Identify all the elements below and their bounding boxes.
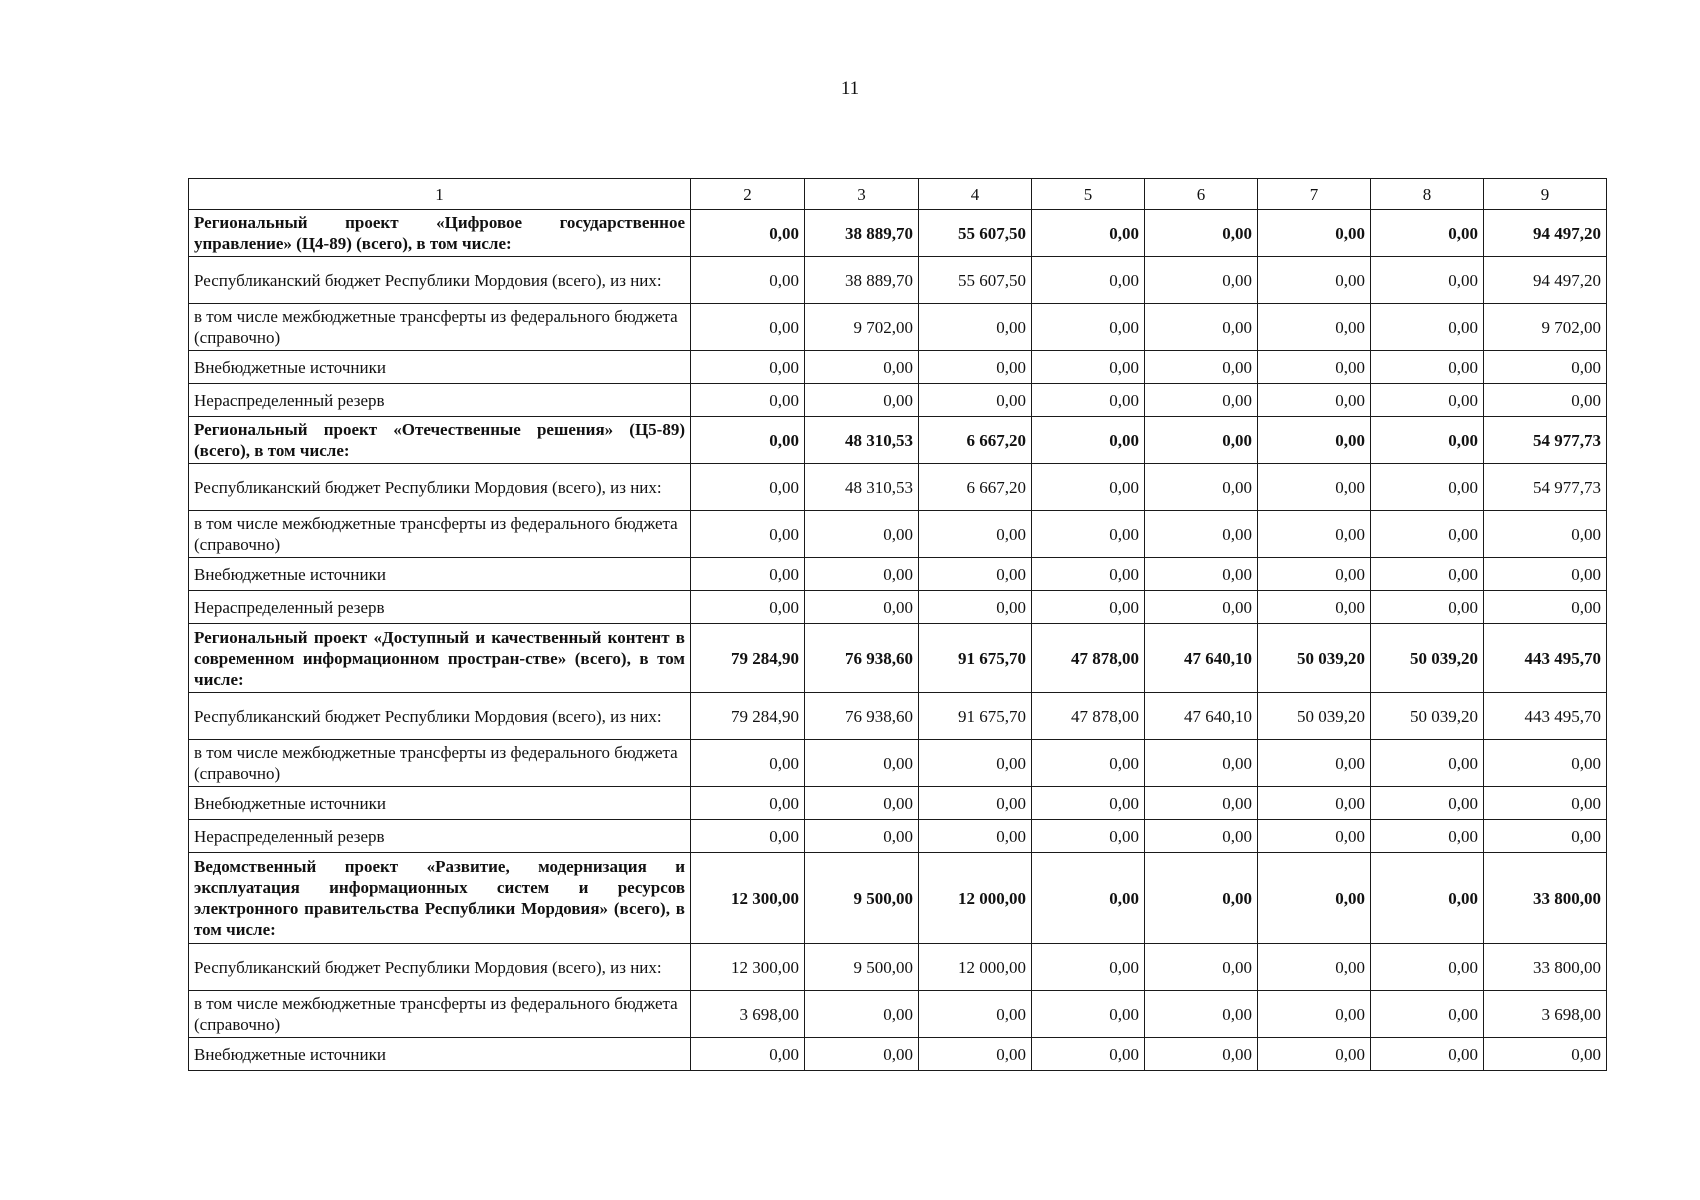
column-header: 7 (1258, 179, 1371, 210)
row-label: Региональный проект «Отечественные решения» (Ц5-89) (всего), в том числе: (189, 417, 691, 464)
row-label: Внебюджетные источники (189, 351, 691, 384)
table-row (189, 351, 1607, 384)
table-row (189, 991, 1607, 1038)
row-label: в том числе межбюджетные трансферты из федерального бюджета (справочно) (189, 304, 691, 351)
value-cell: 12 000,00 (919, 944, 1032, 991)
value-cell: 12 000,00 (919, 853, 1032, 944)
value-cell: 55 607,50 (919, 210, 1032, 257)
table-row (189, 693, 1607, 740)
value-cell: 50 039,20 (1258, 693, 1371, 740)
value-cell: 0,00 (691, 740, 805, 787)
value-cell: 0,00 (1371, 740, 1484, 787)
value-cell: 0,00 (691, 511, 805, 558)
column-header: 1 (189, 179, 691, 210)
value-cell: 0,00 (1145, 740, 1258, 787)
value-cell: 0,00 (1032, 787, 1145, 820)
value-cell: 0,00 (1371, 511, 1484, 558)
value-cell: 0,00 (1032, 1038, 1145, 1071)
column-header: 8 (1371, 179, 1484, 210)
value-cell: 0,00 (1258, 558, 1371, 591)
value-cell: 0,00 (1371, 820, 1484, 853)
value-cell: 0,00 (919, 351, 1032, 384)
value-cell: 0,00 (805, 558, 919, 591)
value-cell: 50 039,20 (1371, 693, 1484, 740)
value-cell: 0,00 (805, 351, 919, 384)
value-cell: 0,00 (919, 740, 1032, 787)
row-label: Республиканский бюджет Республики Мордовия (всего), из них: (189, 464, 691, 511)
value-cell: 0,00 (1145, 384, 1258, 417)
value-cell: 0,00 (1371, 944, 1484, 991)
value-cell: 50 039,20 (1258, 624, 1371, 693)
value-cell: 0,00 (1145, 787, 1258, 820)
value-cell: 0,00 (919, 558, 1032, 591)
value-cell: 47 878,00 (1032, 693, 1145, 740)
value-cell: 0,00 (1032, 511, 1145, 558)
value-cell: 0,00 (1145, 417, 1258, 464)
value-cell: 0,00 (1258, 820, 1371, 853)
row-label: в том числе межбюджетные трансферты из федерального бюджета (справочно) (189, 991, 691, 1038)
value-cell: 0,00 (1032, 351, 1145, 384)
value-cell: 0,00 (1484, 384, 1607, 417)
value-cell: 94 497,20 (1484, 210, 1607, 257)
value-cell: 0,00 (805, 820, 919, 853)
page-number: 11 (840, 78, 860, 99)
value-cell: 0,00 (1145, 558, 1258, 591)
table-row-project-total (189, 624, 1607, 693)
value-cell: 3 698,00 (1484, 991, 1607, 1038)
value-cell: 0,00 (1258, 787, 1371, 820)
value-cell: 0,00 (1145, 591, 1258, 624)
value-cell: 0,00 (691, 210, 805, 257)
value-cell: 0,00 (1032, 257, 1145, 304)
value-cell: 0,00 (805, 511, 919, 558)
value-cell: 47 640,10 (1145, 693, 1258, 740)
row-label: в том числе межбюджетные трансферты из федерального бюджета (справочно) (189, 740, 691, 787)
table-row (189, 304, 1607, 351)
value-cell: 0,00 (805, 740, 919, 787)
value-cell: 9 702,00 (805, 304, 919, 351)
value-cell: 0,00 (1371, 591, 1484, 624)
value-cell: 0,00 (1032, 991, 1145, 1038)
value-cell: 0,00 (1032, 853, 1145, 944)
value-cell: 0,00 (1145, 991, 1258, 1038)
value-cell: 0,00 (1032, 210, 1145, 257)
value-cell: 0,00 (919, 820, 1032, 853)
value-cell: 0,00 (691, 558, 805, 591)
value-cell: 0,00 (1145, 511, 1258, 558)
value-cell: 0,00 (1145, 304, 1258, 351)
value-cell: 0,00 (1258, 417, 1371, 464)
value-cell: 33 800,00 (1484, 853, 1607, 944)
value-cell: 38 889,70 (805, 210, 919, 257)
header-row (189, 179, 1607, 210)
row-label: Внебюджетные источники (189, 1038, 691, 1071)
value-cell: 0,00 (1258, 1038, 1371, 1071)
value-cell: 0,00 (1258, 853, 1371, 944)
row-label: Внебюджетные источники (189, 558, 691, 591)
value-cell: 0,00 (919, 384, 1032, 417)
value-cell: 0,00 (1371, 351, 1484, 384)
value-cell: 48 310,53 (805, 417, 919, 464)
value-cell: 0,00 (1145, 351, 1258, 384)
value-cell: 0,00 (919, 787, 1032, 820)
row-label: Внебюджетные источники (189, 787, 691, 820)
value-cell: 0,00 (1032, 820, 1145, 853)
value-cell: 0,00 (1032, 591, 1145, 624)
value-cell: 0,00 (805, 384, 919, 417)
value-cell: 0,00 (805, 1038, 919, 1071)
value-cell: 0,00 (1484, 787, 1607, 820)
value-cell: 0,00 (691, 351, 805, 384)
table-body (189, 179, 1607, 1071)
value-cell: 0,00 (1371, 991, 1484, 1038)
column-header: 6 (1145, 179, 1258, 210)
row-label: Республиканский бюджет Республики Мордовия (всего), из них: (189, 257, 691, 304)
value-cell: 0,00 (1258, 210, 1371, 257)
value-cell: 9 702,00 (1484, 304, 1607, 351)
value-cell: 76 938,60 (805, 624, 919, 693)
value-cell: 0,00 (1371, 558, 1484, 591)
value-cell: 0,00 (919, 591, 1032, 624)
table-row (189, 944, 1607, 991)
value-cell: 0,00 (1258, 464, 1371, 511)
value-cell: 0,00 (1484, 1038, 1607, 1071)
table-row (189, 558, 1607, 591)
value-cell: 0,00 (691, 417, 805, 464)
value-cell: 12 300,00 (691, 944, 805, 991)
value-cell: 33 800,00 (1484, 944, 1607, 991)
value-cell: 0,00 (1145, 1038, 1258, 1071)
table-row (189, 591, 1607, 624)
row-label: Региональный проект «Доступный и качественный контент в современном информационном простран-стве» (всего), в том числе: (189, 624, 691, 693)
table-row (189, 740, 1607, 787)
table-row (189, 384, 1607, 417)
value-cell: 0,00 (691, 1038, 805, 1071)
value-cell: 0,00 (1258, 384, 1371, 417)
value-cell: 0,00 (1258, 740, 1371, 787)
column-header: 3 (805, 179, 919, 210)
row-label: Республиканский бюджет Республики Мордовия (всего), из них: (189, 693, 691, 740)
table-row (189, 257, 1607, 304)
value-cell: 0,00 (1032, 558, 1145, 591)
value-cell: 94 497,20 (1484, 257, 1607, 304)
column-header: 5 (1032, 179, 1145, 210)
table-row (189, 511, 1607, 558)
value-cell: 0,00 (1371, 257, 1484, 304)
value-cell: 0,00 (1258, 591, 1371, 624)
value-cell: 443 495,70 (1484, 693, 1607, 740)
row-label: Нераспределенный резерв (189, 384, 691, 417)
value-cell: 47 640,10 (1145, 624, 1258, 693)
value-cell: 0,00 (1032, 417, 1145, 464)
table-row-project-total (189, 417, 1607, 464)
row-label: в том числе межбюджетные трансферты из федерального бюджета (справочно) (189, 511, 691, 558)
value-cell: 0,00 (1032, 304, 1145, 351)
value-cell: 0,00 (1258, 991, 1371, 1038)
value-cell: 54 977,73 (1484, 464, 1607, 511)
value-cell: 0,00 (691, 257, 805, 304)
value-cell: 0,00 (1371, 787, 1484, 820)
table-row-project-total (189, 210, 1607, 257)
value-cell: 91 675,70 (919, 693, 1032, 740)
value-cell: 3 698,00 (691, 991, 805, 1038)
column-header: 2 (691, 179, 805, 210)
value-cell: 0,00 (919, 1038, 1032, 1071)
value-cell: 9 500,00 (805, 853, 919, 944)
value-cell: 0,00 (1484, 558, 1607, 591)
table-row-project-total (189, 853, 1607, 944)
value-cell: 0,00 (919, 991, 1032, 1038)
value-cell: 12 300,00 (691, 853, 805, 944)
value-cell: 9 500,00 (805, 944, 919, 991)
value-cell: 0,00 (1371, 210, 1484, 257)
value-cell: 0,00 (1145, 944, 1258, 991)
value-cell: 0,00 (1371, 417, 1484, 464)
table-row (189, 1038, 1607, 1071)
value-cell: 47 878,00 (1032, 624, 1145, 693)
value-cell: 54 977,73 (1484, 417, 1607, 464)
row-label: Ведомственный проект «Развитие, модернизация и эксплуатация информационных систем и ресурсов электронного правительства Республики Мордовия» (всего), в том числе: (189, 853, 691, 944)
value-cell: 0,00 (691, 464, 805, 511)
value-cell: 0,00 (1371, 384, 1484, 417)
value-cell: 0,00 (1032, 740, 1145, 787)
value-cell: 0,00 (691, 591, 805, 624)
value-cell: 0,00 (1258, 351, 1371, 384)
value-cell: 0,00 (1371, 1038, 1484, 1071)
value-cell: 0,00 (1484, 351, 1607, 384)
value-cell: 0,00 (1371, 304, 1484, 351)
row-label: Нераспределенный резерв (189, 591, 691, 624)
budget-table (188, 178, 1607, 1071)
table-row (189, 820, 1607, 853)
value-cell: 0,00 (1032, 464, 1145, 511)
value-cell: 0,00 (1145, 820, 1258, 853)
value-cell: 0,00 (1145, 257, 1258, 304)
value-cell: 0,00 (1145, 210, 1258, 257)
value-cell: 0,00 (1258, 511, 1371, 558)
value-cell: 0,00 (1258, 944, 1371, 991)
value-cell: 79 284,90 (691, 624, 805, 693)
column-header: 4 (919, 179, 1032, 210)
value-cell: 0,00 (1145, 853, 1258, 944)
value-cell: 79 284,90 (691, 693, 805, 740)
value-cell: 91 675,70 (919, 624, 1032, 693)
value-cell: 0,00 (1145, 464, 1258, 511)
value-cell: 0,00 (691, 820, 805, 853)
value-cell: 0,00 (805, 991, 919, 1038)
value-cell: 0,00 (919, 304, 1032, 351)
value-cell: 0,00 (1484, 591, 1607, 624)
table-row (189, 787, 1607, 820)
value-cell: 76 938,60 (805, 693, 919, 740)
row-label: Региональный проект «Цифровое государственное управление» (Ц4-89) (всего), в том числе: (189, 210, 691, 257)
value-cell: 0,00 (805, 591, 919, 624)
row-label: Нераспределенный резерв (189, 820, 691, 853)
value-cell: 6 667,20 (919, 417, 1032, 464)
value-cell: 0,00 (1484, 511, 1607, 558)
value-cell: 38 889,70 (805, 257, 919, 304)
value-cell: 50 039,20 (1371, 624, 1484, 693)
table-row (189, 464, 1607, 511)
value-cell: 0,00 (1032, 384, 1145, 417)
value-cell: 0,00 (1032, 944, 1145, 991)
value-cell: 0,00 (1371, 853, 1484, 944)
value-cell: 0,00 (919, 511, 1032, 558)
row-label: Республиканский бюджет Республики Мордовия (всего), из них: (189, 944, 691, 991)
value-cell: 55 607,50 (919, 257, 1032, 304)
value-cell: 0,00 (1371, 464, 1484, 511)
value-cell: 48 310,53 (805, 464, 919, 511)
value-cell: 0,00 (805, 787, 919, 820)
value-cell: 0,00 (1258, 257, 1371, 304)
value-cell: 6 667,20 (919, 464, 1032, 511)
value-cell: 0,00 (1484, 820, 1607, 853)
value-cell: 443 495,70 (1484, 624, 1607, 693)
value-cell: 0,00 (691, 304, 805, 351)
column-header: 9 (1484, 179, 1607, 210)
value-cell: 0,00 (1258, 304, 1371, 351)
value-cell: 0,00 (1484, 740, 1607, 787)
value-cell: 0,00 (691, 787, 805, 820)
value-cell: 0,00 (691, 384, 805, 417)
